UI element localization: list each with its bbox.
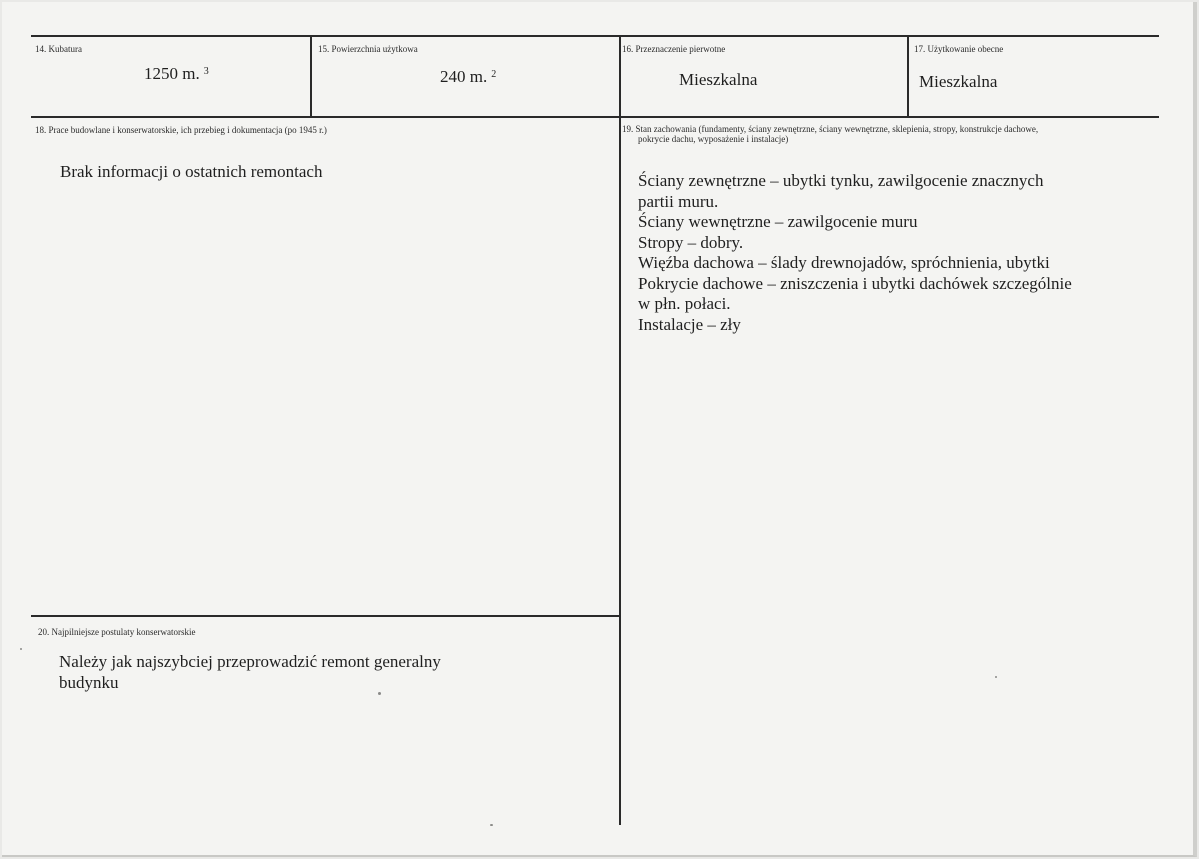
field-18-text: Brak informacji o ostatnich remontach: [60, 162, 323, 181]
col-divider-16-17: [907, 35, 909, 118]
paper-speck: [490, 824, 493, 826]
field-15-value-text: 240 m.: [440, 67, 488, 86]
field-15-unit-superscript: 2: [491, 69, 497, 80]
col-divider-14-15: [310, 35, 312, 118]
field-18-label: 18. Prace budowlane i konserwatorskie, ich przebieg i dokumentacja (po 1945 r.): [35, 125, 327, 135]
field-16-value: Mieszkalna: [679, 70, 758, 89]
field-20-text: [59, 652, 441, 693]
field-19-label-line-2: pokrycie dachu, wyposażenie i instalacje): [638, 134, 789, 144]
row-divider-1: [31, 116, 1159, 118]
field-16-label: 16. Przeznaczenie pierwotne: [622, 44, 726, 54]
field-20-label: 20. Najpilniejsze postulaty konserwatorskie: [38, 627, 196, 637]
field-19-text: [638, 171, 1072, 335]
field-15-label: 15. Powierzchnia użytkowa: [318, 44, 418, 54]
field-17-label: 17. Użytkowanie obecne: [914, 44, 1004, 54]
field-19-line: Ściany zewnętrzne – ubytki tynku, zawilgocenie znacznych: [638, 171, 1044, 190]
field-19-label-line-1: 19. Stan zachowania (fundamenty, ściany zewnętrzne, ściany wewnętrzne, sklepienia, stropy, konstrukcje dachowe,: [622, 124, 1039, 134]
field-19-line: Instalacje – zły: [638, 314, 741, 334]
field-20-line: budynku: [59, 672, 119, 692]
row-divider-18-20: [31, 615, 621, 617]
paper-speck: [20, 648, 22, 650]
paper-speck: [995, 676, 997, 678]
field-17-value: Mieszkalna: [919, 72, 998, 91]
field-14-unit-superscript: 3: [203, 66, 209, 77]
field-14-value: [144, 64, 209, 84]
top-rule: [31, 35, 1159, 37]
field-19-line: Ściany wewnętrzne – zawilgocenie muru: [638, 212, 918, 231]
field-20-line: Należy jak najszybciej przeprowadzić remont generalny: [59, 652, 441, 671]
field-19-line: Stropy – dobry.: [638, 232, 744, 252]
field-19-line: w płn. połaci.: [638, 294, 731, 313]
paper-speck: [378, 692, 381, 695]
field-19-line: Pokrycie dachowe – zniszczenia i ubytki dachówek szczególnie: [638, 273, 1072, 293]
inventory-card: [2, 2, 1197, 857]
field-14-value-text: 1250 m.: [144, 64, 200, 83]
col-divider-center: [619, 35, 621, 825]
field-19-line: Więźba dachowa – ślady drewnojadów, spróchnienia, ubytki: [638, 253, 1050, 272]
field-15-value: [440, 67, 496, 87]
field-14-label: 14. Kubatura: [35, 44, 82, 54]
field-19-line: partii muru.: [638, 191, 719, 211]
